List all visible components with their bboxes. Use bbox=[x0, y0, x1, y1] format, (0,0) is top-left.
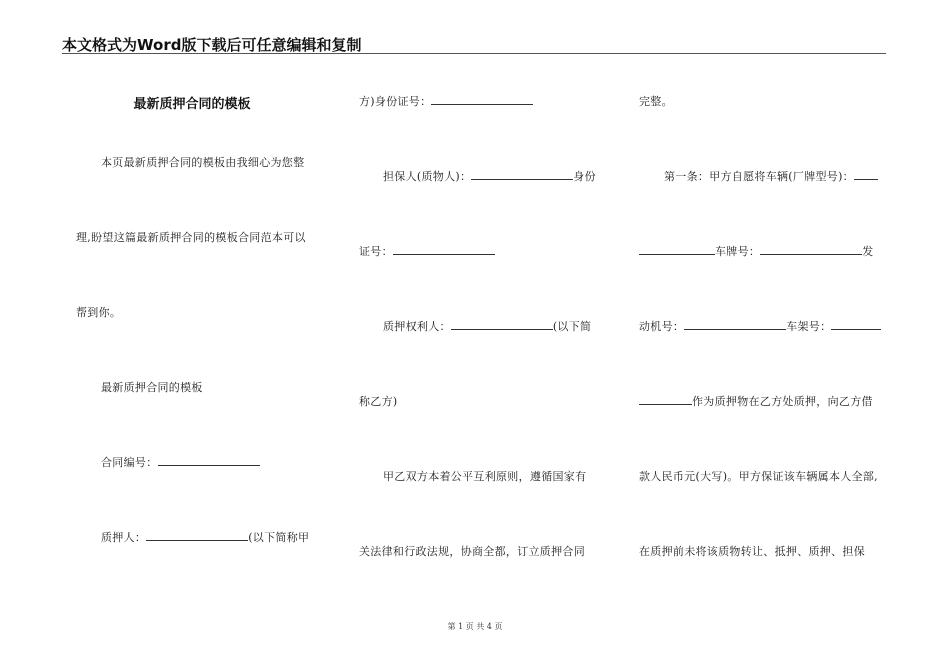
complete-line: 完整。 bbox=[639, 95, 673, 108]
id-number-label: 方)身份证号： bbox=[359, 95, 432, 108]
engine-number-blank bbox=[684, 318, 786, 330]
frame-number-blank-2 bbox=[639, 393, 692, 405]
id-number-blank bbox=[431, 93, 533, 105]
guarantor-id-line bbox=[359, 243, 495, 259]
article-1-line bbox=[664, 168, 878, 184]
plate-number-label: 车牌号： bbox=[715, 245, 761, 258]
party-b-line: 称乙方) bbox=[359, 395, 398, 408]
id-number-line bbox=[359, 93, 533, 109]
vehicle-model-blank-2 bbox=[639, 243, 715, 255]
pledgee-line bbox=[383, 318, 591, 334]
pledgee-suffix: (以下简 bbox=[552, 320, 592, 333]
pledgor-label: 质押人： bbox=[101, 531, 147, 544]
document-title: 最新质押合同的模板 bbox=[133, 97, 251, 112]
document-header-banner: 本文格式为Word版下载后可任意编辑和复制 bbox=[62, 36, 362, 54]
pledgor-line bbox=[101, 529, 309, 545]
pledge-text: 作为质押物在乙方处质押，向乙方借 bbox=[692, 395, 873, 408]
pledgee-blank bbox=[451, 318, 553, 330]
guarantor-id-label: 证号： bbox=[359, 245, 393, 258]
frame-number-blank bbox=[831, 318, 881, 330]
contract-number-label: 合同编号： bbox=[101, 456, 158, 469]
contract-number-line bbox=[101, 454, 260, 470]
guarantor-suffix: 身份 bbox=[573, 170, 596, 183]
intro-line-2: 理,盼望这篇最新质押合同的模板合同范本可以 bbox=[76, 231, 306, 244]
principle-line-1: 甲乙双方本着公平互利原则，遵循国家有 bbox=[383, 470, 587, 483]
pledge-line bbox=[639, 393, 873, 409]
intro-line-1: 本页最新质押合同的模板由我细心为您整 bbox=[101, 156, 305, 169]
pledgor-blank bbox=[146, 529, 248, 541]
guarantor-label: 担保人(质物人)： bbox=[383, 170, 472, 183]
engine-suffix: 发 bbox=[862, 245, 874, 258]
pledgor-suffix: (以下简称甲 bbox=[248, 531, 310, 544]
guarantor-id-blank bbox=[393, 243, 495, 255]
plate-number-line bbox=[639, 243, 874, 259]
engine-frame-line bbox=[639, 318, 881, 334]
vehicle-model-blank bbox=[854, 168, 878, 180]
loan-line: 款人民币元(大写)。甲方保证该车辆属本人全部, bbox=[639, 470, 878, 483]
guarantor-blank bbox=[471, 168, 573, 180]
guarantor-line bbox=[383, 168, 596, 184]
contract-number-blank bbox=[158, 454, 260, 466]
plate-number-blank bbox=[760, 243, 862, 255]
restriction-line: 在质押前未将该质物转让、抵押、质押、担保 bbox=[639, 545, 865, 558]
intro-line-3: 帮到你。 bbox=[76, 306, 122, 319]
frame-number-label: 车架号： bbox=[786, 320, 832, 333]
page-number: 第 1 页 共 4 页 bbox=[447, 622, 503, 631]
header-divider bbox=[62, 53, 886, 54]
principle-line-2: 关法律和行政法规，协商全都，订立质押合同 bbox=[359, 545, 585, 558]
engine-number-label: 动机号： bbox=[639, 320, 685, 333]
pledgee-label: 质押权利人： bbox=[383, 320, 451, 333]
contract-subtitle: 最新质押合同的模板 bbox=[101, 381, 203, 394]
article-1-label: 第一条：甲方自愿将车辆(厂牌型号)： bbox=[664, 170, 854, 183]
